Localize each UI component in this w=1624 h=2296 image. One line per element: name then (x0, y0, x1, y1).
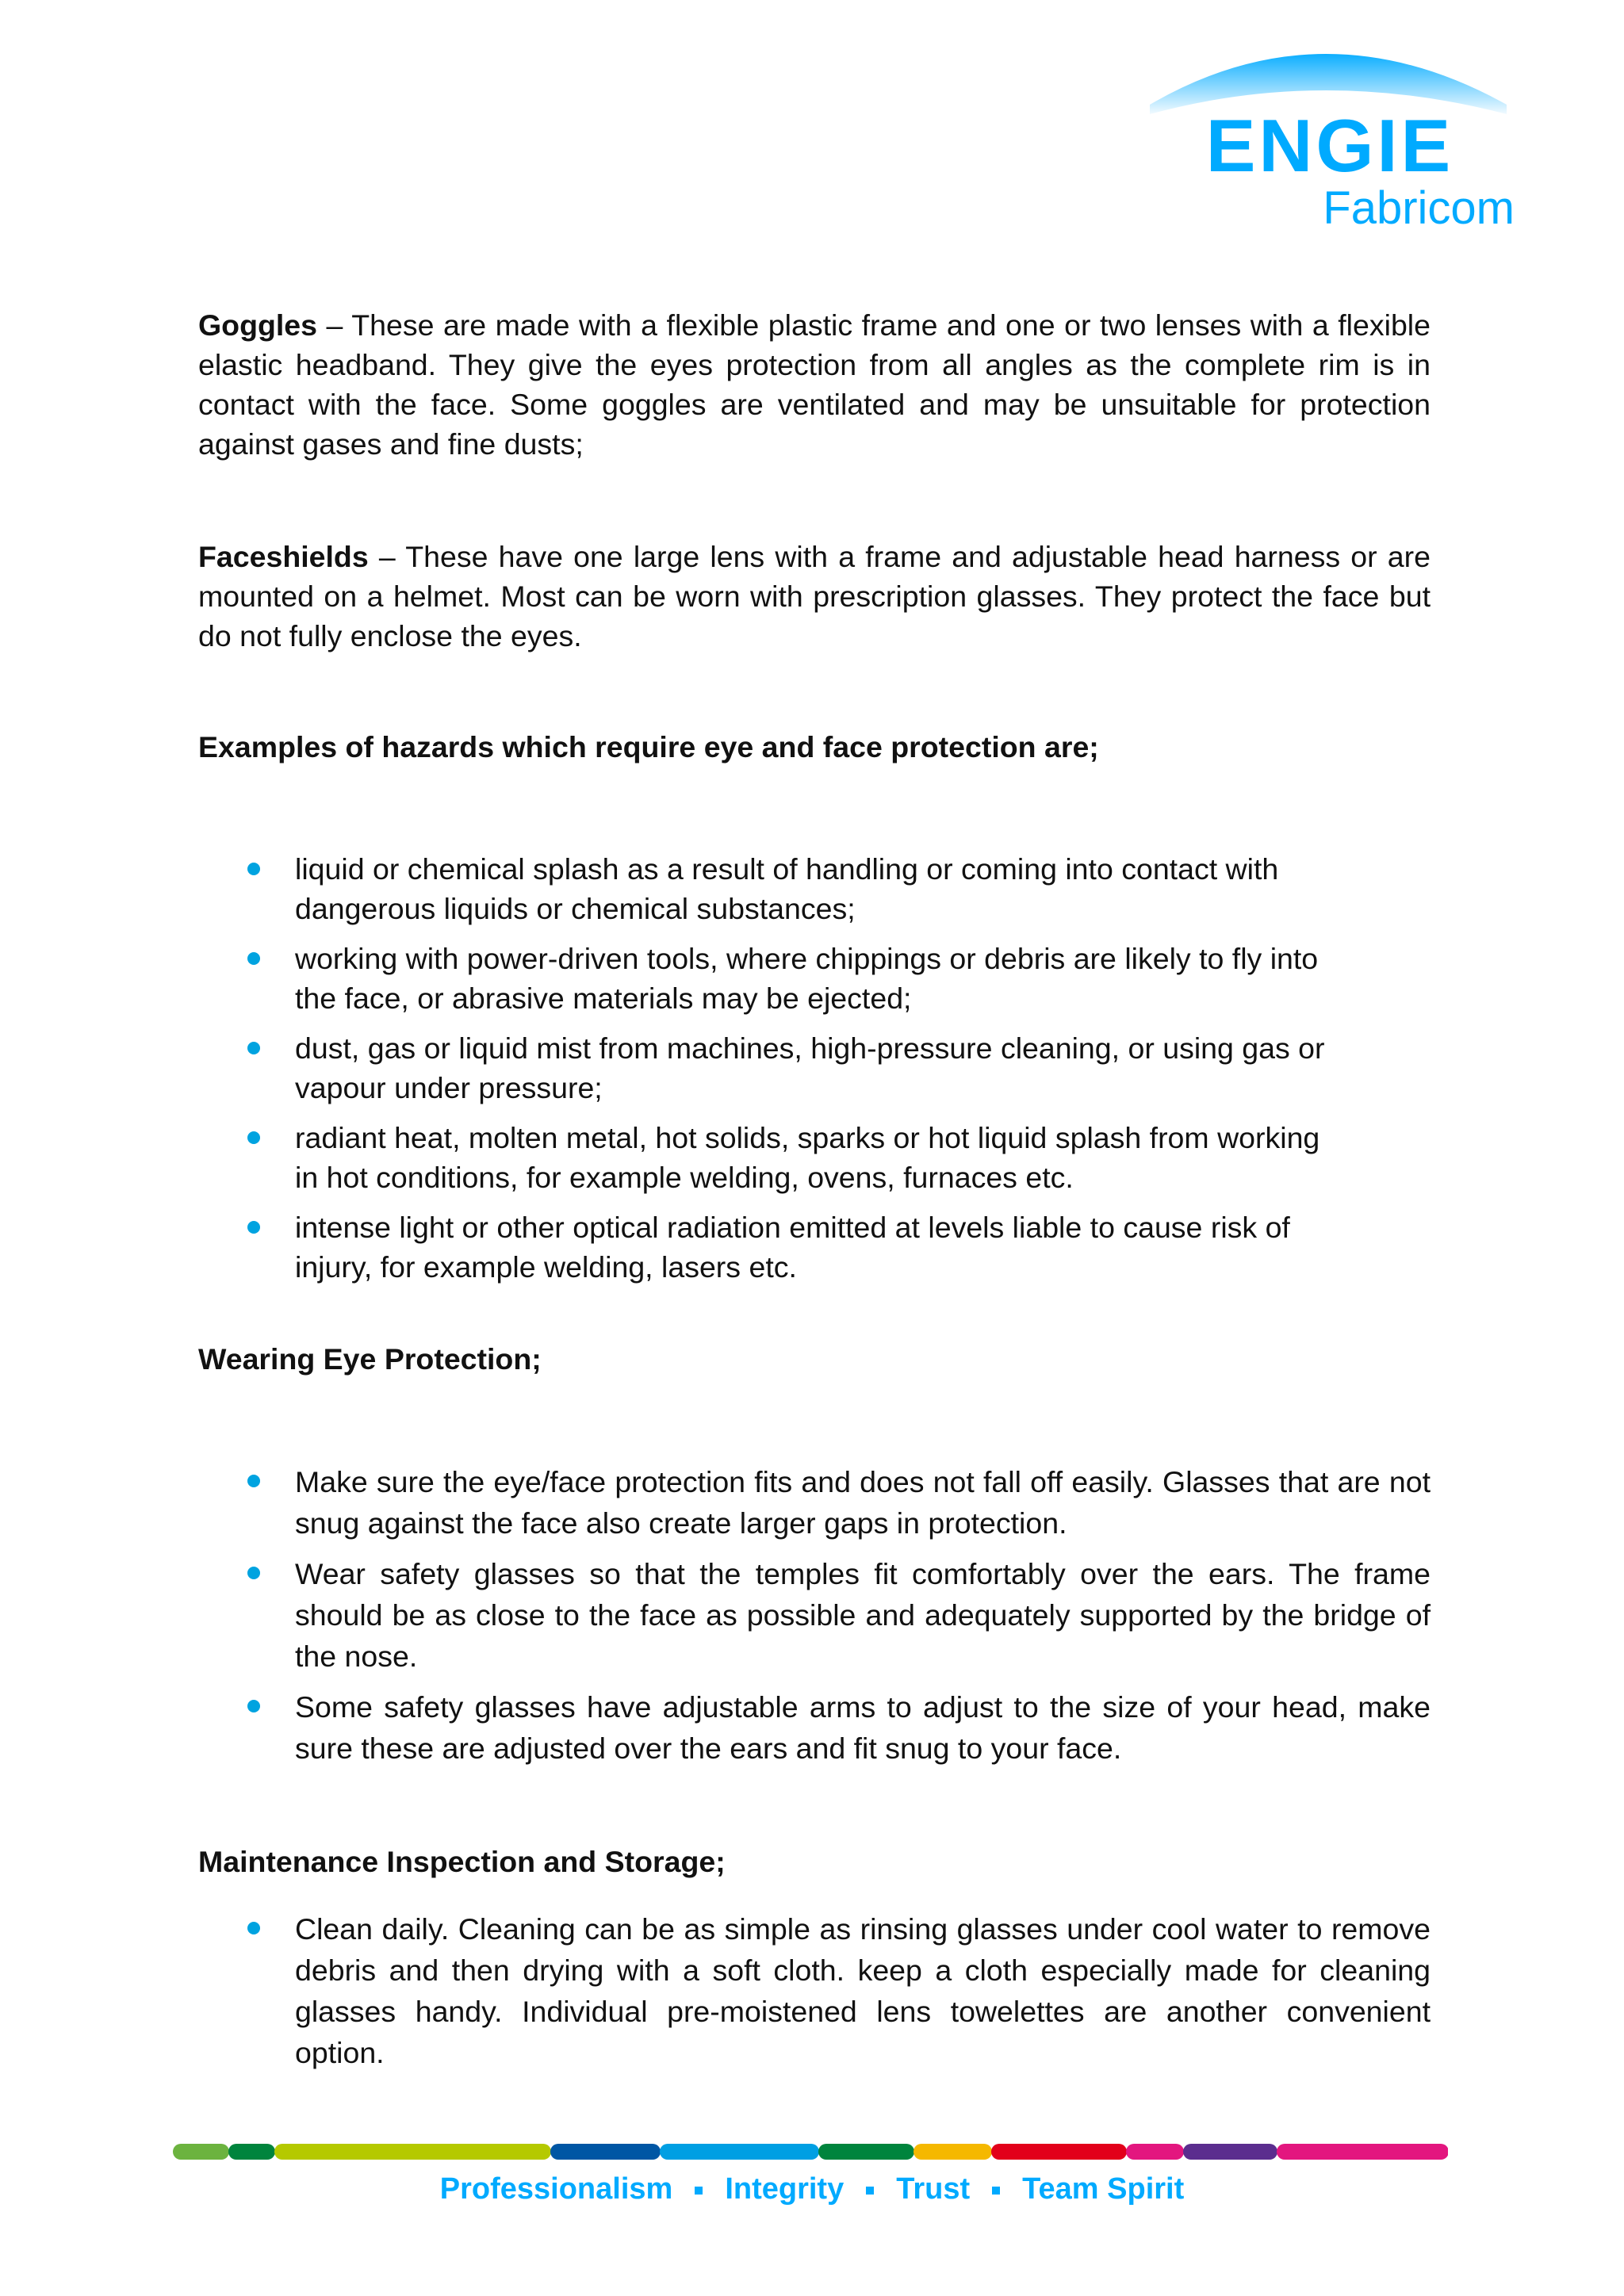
list-item: Make sure the eye/face protection fits and does not fall off easily. Glasses that are not snug against the face also create larger gaps in protection. (198, 1461, 1431, 1544)
separator-icon (695, 2187, 703, 2195)
bullet-icon (247, 1700, 260, 1712)
list-item: intense light or other optical radiation emitted at levels liable to cause risk of injury, for example welding, lasers etc. (198, 1207, 1348, 1287)
footer-bar-segment (818, 2144, 914, 2160)
goggles-term: Goggles (198, 308, 318, 342)
footer-bar-segment (1183, 2144, 1277, 2160)
footer-bar-segment (173, 2144, 229, 2160)
list-item: Clean daily. Cleaning can be as simple as rinsing glasses under cool water to remove debris and then drying with a soft cloth. keep a cloth especially made for cleaning glasses handy. Individual pre-moistened lens towelettes are another convenient option. (198, 1908, 1431, 2073)
logo-brand: ENGIE (1205, 104, 1454, 187)
footer-bar-segment (914, 2144, 992, 2160)
footer-color-bar (173, 2144, 1448, 2160)
footer-value-team-spirit: Team Spirit (1022, 2172, 1185, 2206)
footer-bar-segment (660, 2144, 819, 2160)
list-item: working with power-driven tools, where chippings or debris are likely to fly into the face, or abrasive materials may be ejected; (198, 939, 1348, 1018)
footer-bar-segment (991, 2144, 1127, 2160)
maintenance-heading: Maintenance Inspection and Storage; (198, 1845, 726, 1878)
logo-subbrand: Fabricom (1323, 182, 1515, 233)
bullet-icon (247, 1131, 260, 1144)
hazards-heading: Examples of hazards which require eye and face protection are; (198, 730, 1099, 763)
bullet-icon (247, 1221, 260, 1234)
footer-bar-segment (274, 2144, 551, 2160)
faceshields-paragraph (198, 537, 1431, 656)
footer-bar-segment (228, 2144, 275, 2160)
faceshields-term: Faceshields (198, 540, 369, 573)
separator-icon (866, 2187, 874, 2195)
bullet-icon (247, 1042, 260, 1054)
faceshields-text: – These have one large lens with a frame and adjustable head harness or are mounted on a helmet. Most can be worn with prescription glasses. They protect the face but do not fully enclose the eyes. (198, 540, 1431, 652)
bullet-icon (247, 952, 260, 965)
bullet-icon (247, 863, 260, 875)
footer-bar-segment (550, 2144, 661, 2160)
footer-value-integrity: Integrity (725, 2172, 845, 2206)
list-item: radiant heat, molten metal, hot solids, sparks or hot liquid splash from working in hot conditions, for example welding, ovens, furnaces etc. (198, 1118, 1348, 1197)
separator-icon (992, 2187, 1000, 2195)
list-item: dust, gas or liquid mist from machines, high-pressure cleaning, or using gas or vapour under pressure; (198, 1028, 1348, 1108)
wearing-list (198, 1461, 1431, 1769)
logo-graphic (1142, 35, 1522, 233)
list-item: Some safety glasses have adjustable arms to adjust to the size of your head, make sure these are adjusted over the ears and fit snug to your face. (198, 1686, 1431, 1769)
footer-values (0, 2169, 1624, 2209)
goggles-paragraph (198, 305, 1431, 464)
footer-value-trust: Trust (896, 2172, 971, 2206)
list-item: liquid or chemical splash as a result of handling or coming into contact with dangerous liquids or chemical substances; (198, 849, 1348, 928)
bullet-icon (247, 1922, 260, 1934)
footer-bar-segment (1126, 2144, 1184, 2160)
list-item: Wear safety glasses so that the temples fit comfortably over the ears. The frame should be as close to the face as possible and adequately supported by the bridge of the nose. (198, 1553, 1431, 1677)
wearing-heading: Wearing Eye Protection; (198, 1342, 542, 1376)
bullet-icon (247, 1475, 260, 1487)
document-body (198, 305, 1431, 2073)
bullet-icon (247, 1567, 260, 1579)
maintenance-list (198, 1908, 1431, 2073)
goggles-text: – These are made with a flexible plastic frame and one or two lenses with a flexible elastic headband. They give the eyes protection from all angles as the complete rim is in contact with the face. Some goggles are ventilated and may be unsuitable for protection against gases and fine dusts; (198, 308, 1431, 461)
footer-value-professionalism: Professionalism (439, 2172, 673, 2206)
footer-bar-segment (1277, 2144, 1448, 2160)
footer-color-bar-graphic (173, 2144, 1448, 2160)
hazards-list (198, 849, 1348, 1287)
engie-fabricom-logo (1142, 35, 1522, 233)
